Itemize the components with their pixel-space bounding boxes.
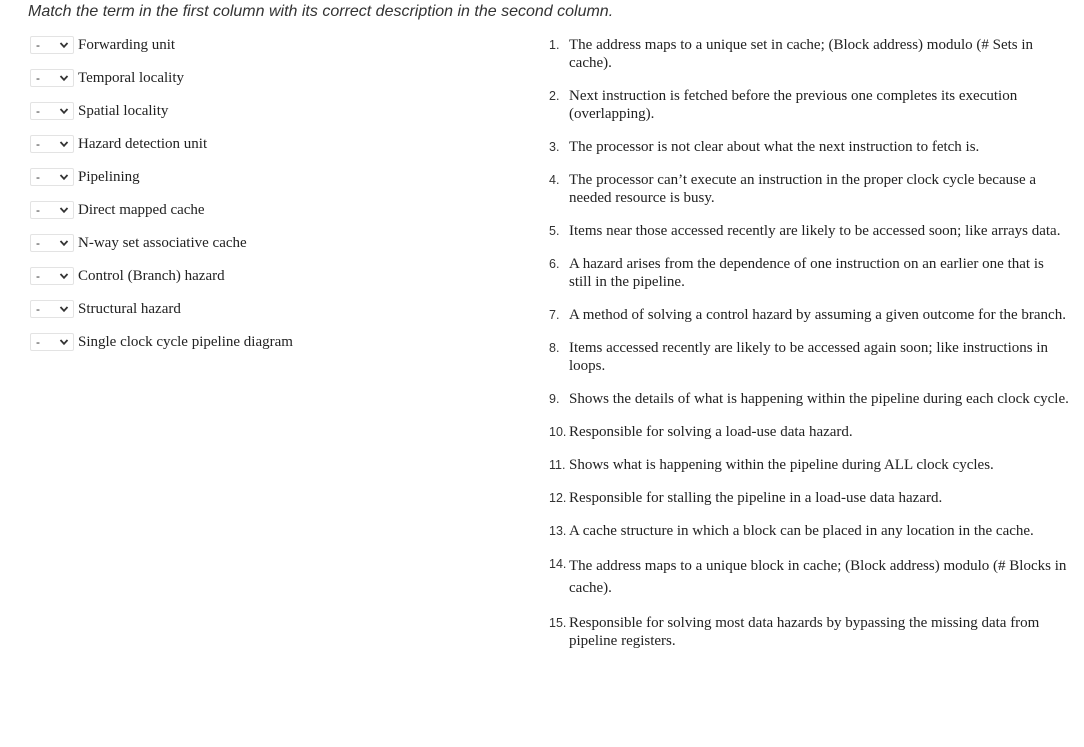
- description-number: 3.: [549, 140, 560, 154]
- description-text: The address maps to a unique block in cache; (Block address) modulo (# Blocks in cache).: [569, 558, 1067, 596]
- select-value: -: [36, 71, 40, 85]
- term-label: N-way set associative cache: [78, 235, 247, 251]
- term-row: [30, 36, 293, 69]
- select-value: -: [36, 170, 40, 184]
- description-number: 7.: [549, 308, 560, 322]
- description-number: 14.: [549, 557, 567, 571]
- select-value: -: [36, 269, 40, 283]
- description-text: Next instruction is fetched before the previous one completes its execution (overlapping).: [569, 88, 1018, 122]
- description-item: [549, 306, 1069, 324]
- match-select[interactable]: [30, 201, 74, 219]
- term-row: [30, 102, 293, 135]
- description-number: 13.: [549, 524, 567, 538]
- select-value: -: [36, 236, 40, 250]
- term-label: Temporal locality: [78, 70, 184, 86]
- chevron-down-icon: [59, 238, 69, 248]
- description-item: [549, 339, 1069, 375]
- term-label: Hazard detection unit: [78, 136, 208, 152]
- description-text: Shows the details of what is happening within the pipeline during each clock cycle.: [569, 391, 1069, 407]
- chevron-down-icon: [59, 172, 69, 182]
- select-value: -: [36, 38, 40, 52]
- term-row: [30, 234, 293, 267]
- description-text: Responsible for solving a load-use data hazard.: [569, 424, 853, 440]
- chevron-down-icon: [59, 73, 69, 83]
- select-value: -: [36, 104, 40, 118]
- match-select[interactable]: [30, 300, 74, 318]
- term-row: [30, 333, 293, 366]
- description-item: [549, 171, 1069, 207]
- match-select[interactable]: [30, 135, 74, 153]
- description-number: 6.: [549, 257, 560, 271]
- match-select[interactable]: [30, 36, 74, 54]
- term-label: Single clock cycle pipeline diagram: [78, 334, 293, 350]
- chevron-down-icon: [59, 304, 69, 314]
- description-item: [549, 614, 1069, 650]
- description-item: [549, 423, 1069, 441]
- match-select[interactable]: [30, 168, 74, 186]
- term-label: Pipelining: [78, 169, 140, 185]
- description-text: Shows what is happening within the pipeline during ALL clock cycles.: [569, 457, 994, 473]
- match-select[interactable]: [30, 333, 74, 351]
- description-number: 8.: [549, 341, 560, 355]
- description-number: 9.: [549, 392, 560, 406]
- select-value: -: [36, 335, 40, 349]
- question-instruction: Match the term in the first column with its correct description in the second column.: [28, 3, 614, 20]
- select-value: -: [36, 137, 40, 151]
- term-row: [30, 135, 293, 168]
- description-item: [549, 138, 1069, 156]
- term-label: Structural hazard: [78, 301, 181, 317]
- match-select[interactable]: [30, 267, 74, 285]
- term-label: Direct mapped cache: [78, 202, 205, 218]
- description-item: [549, 489, 1069, 507]
- description-item: [549, 255, 1069, 291]
- description-number: 12.: [549, 491, 567, 505]
- description-item: [549, 522, 1069, 540]
- description-item: [549, 222, 1069, 240]
- term-row: [30, 168, 293, 201]
- match-select[interactable]: [30, 69, 74, 87]
- description-text: The processor can’t execute an instruction in the proper clock cycle because a needed resource is busy.: [569, 172, 1037, 206]
- term-row: [30, 267, 293, 300]
- description-number: 15.: [549, 616, 567, 630]
- chevron-down-icon: [59, 337, 69, 347]
- description-text: Responsible for stalling the pipeline in a load-use data hazard.: [569, 490, 943, 506]
- term-label: Control (Branch) hazard: [78, 268, 225, 284]
- chevron-down-icon: [59, 139, 69, 149]
- description-text: Items near those accessed recently are likely to be accessed soon; like arrays data.: [569, 223, 1061, 239]
- description-item: [549, 390, 1069, 408]
- chevron-down-icon: [59, 40, 69, 50]
- chevron-down-icon: [59, 271, 69, 281]
- match-select[interactable]: [30, 234, 74, 252]
- description-text: The processor is not clear about what the next instruction to fetch is.: [569, 139, 980, 155]
- chevron-down-icon: [59, 106, 69, 116]
- description-number: 11.: [549, 458, 566, 472]
- description-number: 5.: [549, 224, 560, 238]
- select-value: -: [36, 203, 40, 217]
- term-row: [30, 69, 293, 102]
- term-row: [30, 300, 293, 333]
- description-number: 10.: [549, 425, 567, 439]
- description-text: A method of solving a control hazard by assuming a given outcome for the branch.: [569, 307, 1066, 323]
- description-text: Items accessed recently are likely to be accessed again soon; like instructions in loops.: [569, 340, 1048, 374]
- description-number: 1.: [549, 38, 560, 52]
- description-item: [549, 456, 1069, 474]
- chevron-down-icon: [59, 205, 69, 215]
- match-select[interactable]: [30, 102, 74, 120]
- description-text: A cache structure in which a block can be placed in any location in the cache.: [569, 523, 1034, 539]
- description-item: [549, 36, 1069, 72]
- description-text: A hazard arises from the dependence of one instruction on an earlier one that is still in the pipeline.: [569, 256, 1044, 290]
- description-item: [549, 555, 1069, 599]
- term-label: Forwarding unit: [78, 37, 176, 53]
- description-item: [549, 87, 1069, 123]
- description-list: [549, 36, 1069, 665]
- description-text: Responsible for solving most data hazards by bypassing the missing data from pipeline registers.: [569, 615, 1040, 649]
- description-text: The address maps to a unique set in cache; (Block address) modulo (# Sets in cache).: [569, 37, 1034, 71]
- term-label: Spatial locality: [78, 103, 169, 119]
- select-value: -: [36, 302, 40, 316]
- term-row: [30, 201, 293, 234]
- description-number: 4.: [549, 173, 560, 187]
- description-number: 2.: [549, 89, 560, 103]
- term-list: [30, 36, 293, 366]
